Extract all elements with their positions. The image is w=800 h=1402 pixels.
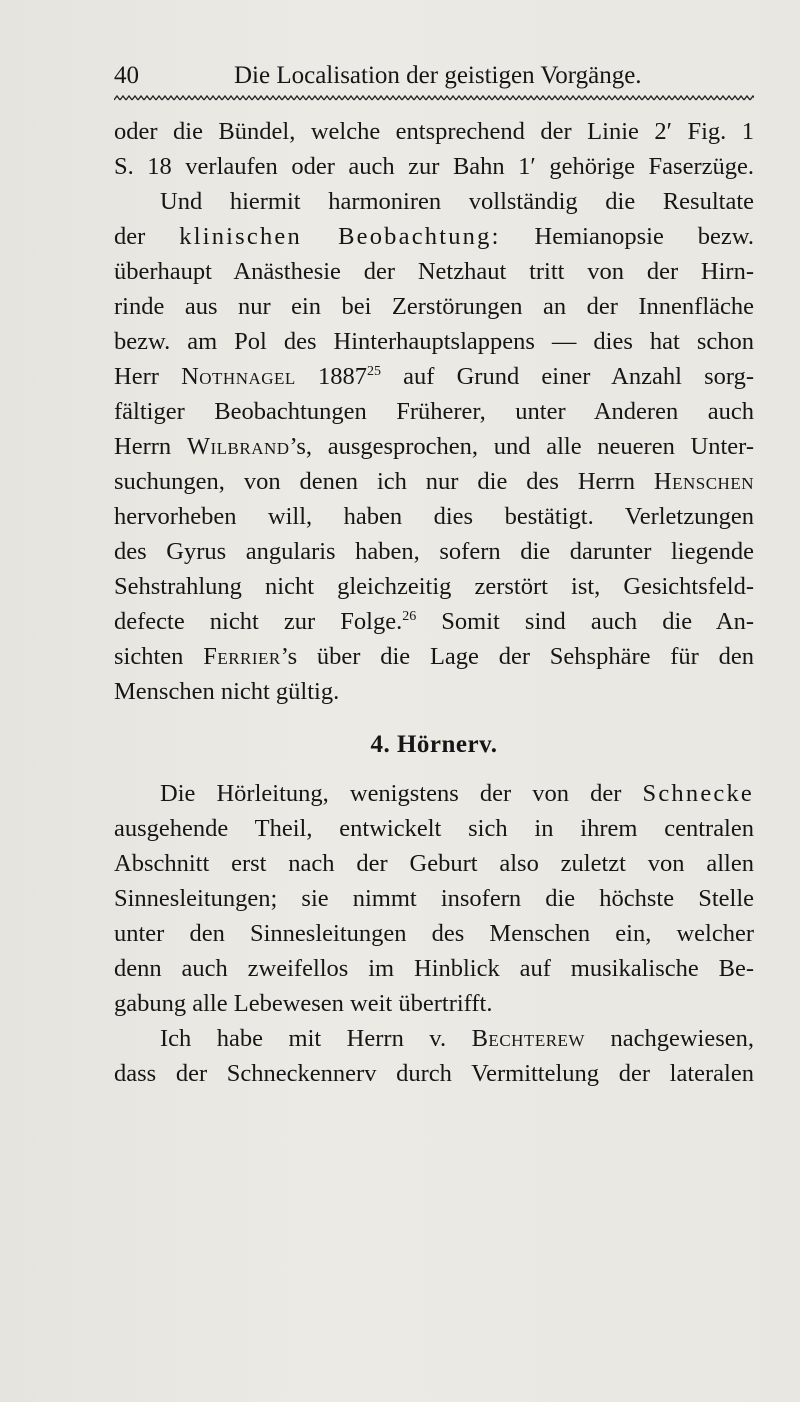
text-line: gabung alle Lebewesen weit übertrifft. (114, 990, 493, 1017)
text-line: Menschen nicht gültig. (114, 678, 340, 705)
author-name: Wilbrand (186, 433, 290, 460)
author-name: Bechterew (471, 1025, 585, 1052)
footnote-ref: 26 (402, 609, 417, 624)
emphasis-spaced: Schnecke (642, 780, 754, 807)
body-text (114, 114, 754, 1091)
text-line: Sinnesleitungen; sie nimmt insofern die höchste Stelle (114, 885, 754, 912)
text-line: unter den Sinnesleitungen des Menschen ein, welcher (114, 920, 754, 947)
text-line: Herr Nothnagel 1887$^{25}$ auf Grund einer Anzahl sorg- (114, 363, 755, 390)
ornamental-rule (114, 94, 754, 102)
text-line: der klinischen Beobachtung: Hemianopsie bezw. (114, 223, 754, 250)
text-line: bezw. am Pol des Hinterhauptslappens — dies hat schon (114, 328, 754, 355)
text-line: suchungen, von denen ich nur die des Herrn Henschen (114, 468, 754, 495)
page-number: 40 (114, 62, 139, 89)
text-line: Sehstrahlung nicht gleichzeitig zerstört ist, Gesichtsfeld- (114, 573, 754, 600)
text-line: fältiger Beobachtungen Früherer, unter Anderen auch (114, 398, 754, 425)
text-line: S. 18 verlaufen oder auch zur Bahn 1′ gehörige Faserzüge. (114, 153, 754, 180)
text-line: des Gyrus angularis haben, sofern die darunter liegende (114, 538, 754, 565)
author-name: Nothnagel (181, 363, 296, 390)
running-head: Die Localisation der geistigen Vorgänge. (234, 62, 642, 89)
author-name: Ferrier (203, 643, 281, 670)
text-line: Abschnitt erst nach der Geburt also zuletzt von allen (114, 850, 754, 877)
text-line: sichten Ferrier’s über die Lage der Sehsphäre für den (114, 643, 755, 670)
text-line: hervorheben will, haben dies bestätigt. Verletzungen (114, 503, 754, 530)
text-line: defecte nicht zur Folge.$^{26}$ Somit sind auch die An- (114, 608, 754, 635)
text-line: oder die Bündel, welche entsprechend der Linie 2′ Fig. 1 (114, 118, 754, 145)
text-line: denn auch zweifellos im Hinblick auf musikalische Be- (114, 955, 754, 982)
text-line: Herrn Wilbrand’s, ausgesprochen, und alle neueren Unter- (114, 433, 754, 460)
text-line: Ich habe mit Herrn v. Bechterew nachgewiesen, (160, 1025, 755, 1052)
emphasis-spaced: klinischen Beobachtung: (179, 223, 501, 250)
text-line: Die Hörleitung, wenigstens der von der Schnecke (160, 780, 754, 807)
text-line: überhaupt Anästhesie der Netzhaut tritt von der Hirn- (114, 258, 754, 285)
text-line: ausgehende Theil, entwickelt sich in ihrem centralen (114, 815, 754, 842)
text-line: rinde aus nur ein bei Zerstörungen an der Innenfläche (114, 293, 754, 320)
footnote-ref: 25 (366, 364, 381, 379)
text-line: dass der Schneckennerv durch Vermittelung der lateralen (114, 1060, 754, 1087)
author-name: Henschen (653, 468, 754, 495)
text-line: Und hiermit harmoniren vollständig die Resultate (160, 188, 754, 215)
page-header (114, 62, 754, 92)
section-heading: 4. Hörnerv. (370, 731, 498, 758)
